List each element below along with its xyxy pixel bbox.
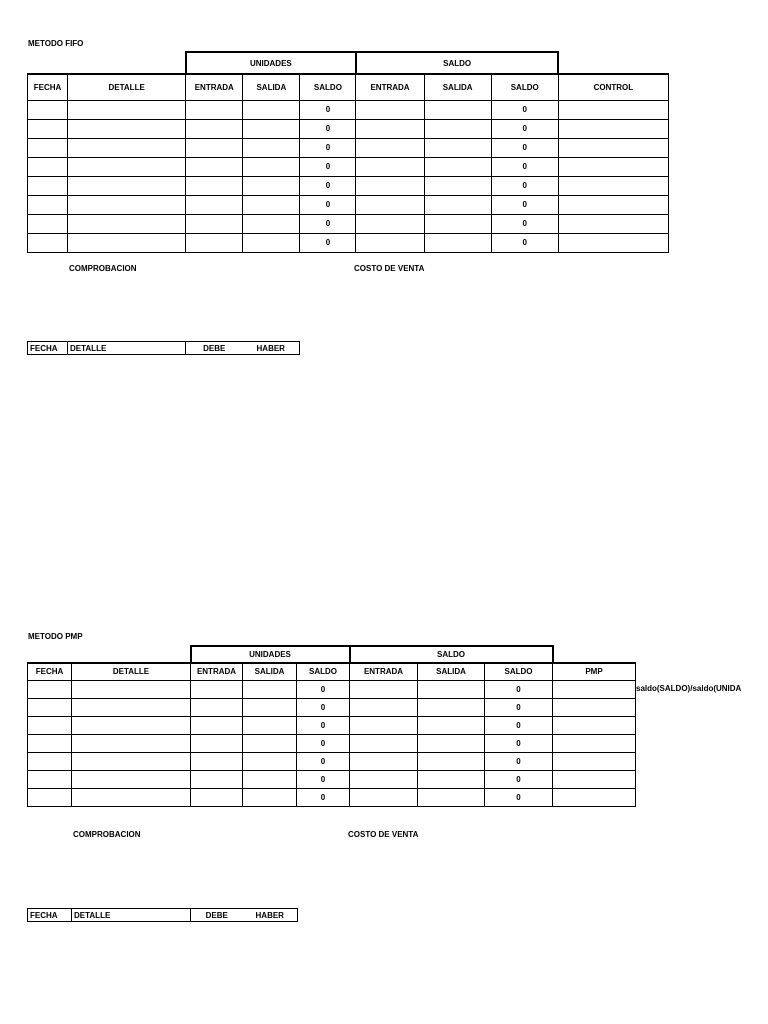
fifo-header-fecha: FECHA (28, 74, 68, 100)
fifo-table-row (28, 138, 669, 157)
fifo-table-cell[interactable] (243, 138, 300, 157)
pmp-table-cell[interactable] (28, 734, 72, 752)
fifo-saldo-saldo-cell[interactable]: 0 (491, 138, 558, 157)
pmp-journal-fecha: FECHA (28, 909, 72, 922)
pmp-table-cell[interactable] (418, 734, 485, 752)
fifo-table-cell[interactable] (28, 233, 68, 252)
fifo-journal-fecha: FECHA (28, 342, 68, 355)
pmp-table-cell[interactable] (28, 770, 72, 788)
pmp-header-row (28, 663, 636, 680)
pmp-header-entrada-saldo: ENTRADA (350, 663, 418, 680)
fifo-table-cell[interactable] (356, 214, 424, 233)
pmp-table-cell[interactable] (28, 716, 72, 734)
fifo-table-row (28, 176, 669, 195)
fifo-table-cell[interactable] (424, 138, 491, 157)
fifo-table-cell[interactable] (186, 119, 243, 138)
pmp-saldo-saldo-cell[interactable]: 0 (485, 734, 553, 752)
fifo-table-cell[interactable] (558, 195, 668, 214)
fifo-unidades-saldo-cell[interactable]: 0 (300, 233, 356, 252)
pmp-group-unidades: UNIDADES (191, 646, 350, 663)
fifo-saldo-saldo-cell[interactable]: 0 (491, 214, 558, 233)
pmp-saldo-saldo-cell[interactable]: 0 (485, 770, 553, 788)
fifo-comprobacion-label: COMPROBACION (69, 264, 137, 273)
pmp-table-row (28, 752, 636, 770)
pmp-table-cell[interactable] (243, 716, 297, 734)
fifo-journal-debe: DEBE (186, 342, 243, 355)
pmp-costo-venta-label: COSTO DE VENTA (348, 830, 419, 839)
pmp-header-salida-saldo: SALIDA (418, 663, 485, 680)
fifo-table-cell[interactable] (68, 157, 186, 176)
pmp-table-row (28, 770, 636, 788)
pmp-table-cell[interactable] (191, 698, 243, 716)
pmp-table-cell[interactable] (418, 752, 485, 770)
pmp-formula-note: saldo(SALDO)/saldo(UNIDA (636, 684, 742, 693)
pmp-unidades-saldo-cell[interactable]: 0 (297, 680, 350, 698)
fifo-table-cell[interactable] (243, 119, 300, 138)
fifo-table-cell[interactable] (28, 214, 68, 233)
fifo-unidades-saldo-cell[interactable]: 0 (300, 138, 356, 157)
fifo-table-cell[interactable] (186, 214, 243, 233)
pmp-table-cell[interactable] (28, 752, 72, 770)
pmp-journal-table (27, 908, 298, 922)
fifo-saldo-saldo-cell[interactable]: 0 (491, 100, 558, 119)
pmp-table-cell[interactable] (28, 788, 72, 806)
fifo-journal-table (27, 341, 300, 355)
pmp-table-cell[interactable] (243, 698, 297, 716)
fifo-title: METODO FIFO (28, 39, 84, 48)
fifo-table-cell[interactable] (424, 233, 491, 252)
pmp-title: METODO PMP (28, 632, 83, 641)
pmp-kardex-table (27, 645, 636, 807)
fifo-header-salida-unidades: SALIDA (243, 74, 300, 100)
pmp-table-cell[interactable] (350, 788, 418, 806)
fifo-table-cell[interactable] (424, 100, 491, 119)
fifo-journal-detalle: DETALLE (68, 342, 186, 355)
pmp-table-cell[interactable] (72, 788, 191, 806)
fifo-table-cell[interactable] (356, 138, 424, 157)
pmp-journal-detalle: DETALLE (72, 909, 191, 922)
pmp-table-cell[interactable] (191, 752, 243, 770)
pmp-table-cell[interactable] (553, 788, 636, 806)
pmp-saldo-saldo-cell[interactable]: 0 (485, 698, 553, 716)
fifo-table-cell[interactable] (68, 119, 186, 138)
fifo-table-cell[interactable] (356, 119, 424, 138)
pmp-table-cell[interactable] (72, 752, 191, 770)
pmp-table-row (28, 680, 636, 698)
pmp-unidades-saldo-cell[interactable]: 0 (297, 698, 350, 716)
pmp-table-row (28, 716, 636, 734)
pmp-table-cell[interactable] (350, 680, 418, 698)
pmp-table-cell[interactable] (418, 788, 485, 806)
fifo-unidades-saldo-cell[interactable]: 0 (300, 214, 356, 233)
fifo-table-cell[interactable] (28, 176, 68, 195)
fifo-table-cell[interactable] (356, 176, 424, 195)
fifo-header-control: CONTROL (558, 74, 668, 100)
fifo-table-cell[interactable] (68, 176, 186, 195)
fifo-table-cell[interactable] (186, 100, 243, 119)
fifo-table-cell[interactable] (356, 157, 424, 176)
fifo-table-cell[interactable] (243, 214, 300, 233)
fifo-unidades-saldo-cell[interactable]: 0 (300, 100, 356, 119)
fifo-table-cell[interactable] (424, 119, 491, 138)
pmp-table-cell[interactable] (28, 698, 72, 716)
pmp-table-cell[interactable] (191, 716, 243, 734)
pmp-table-cell[interactable] (243, 770, 297, 788)
fifo-table-cell[interactable] (558, 100, 668, 119)
pmp-journal-haber: HABER (243, 909, 298, 922)
pmp-table-cell[interactable] (191, 680, 243, 698)
pmp-table-cell[interactable] (553, 752, 636, 770)
fifo-table-cell[interactable] (558, 157, 668, 176)
fifo-unidades-saldo-cell[interactable]: 0 (300, 176, 356, 195)
pmp-table-cell[interactable] (72, 698, 191, 716)
fifo-table-cell[interactable] (186, 233, 243, 252)
fifo-table-cell[interactable] (28, 119, 68, 138)
fifo-table-cell[interactable] (28, 100, 68, 119)
pmp-table-cell[interactable] (553, 698, 636, 716)
pmp-table-row (28, 788, 636, 806)
fifo-table-cell[interactable] (558, 138, 668, 157)
fifo-table-cell[interactable] (558, 214, 668, 233)
pmp-table-cell[interactable] (72, 680, 191, 698)
fifo-table-cell[interactable] (186, 157, 243, 176)
fifo-header-saldo-unidades: SALDO (300, 74, 356, 100)
pmp-table-cell[interactable] (553, 680, 636, 698)
pmp-unidades-saldo-cell[interactable]: 0 (297, 716, 350, 734)
fifo-saldo-saldo-cell[interactable]: 0 (491, 176, 558, 195)
fifo-header-salida-saldo: SALIDA (424, 74, 491, 100)
fifo-table-cell[interactable] (68, 214, 186, 233)
fifo-table-cell[interactable] (243, 157, 300, 176)
fifo-unidades-saldo-cell[interactable]: 0 (300, 119, 356, 138)
pmp-table-cell[interactable] (243, 752, 297, 770)
pmp-table-cell[interactable] (243, 680, 297, 698)
fifo-table-cell[interactable] (424, 157, 491, 176)
pmp-saldo-saldo-cell[interactable]: 0 (485, 752, 553, 770)
pmp-table-row (28, 698, 636, 716)
fifo-costo-venta-label: COSTO DE VENTA (354, 264, 425, 273)
pmp-saldo-saldo-cell[interactable]: 0 (485, 716, 553, 734)
pmp-header-salida-unidades: SALIDA (243, 663, 297, 680)
pmp-header-detalle: DETALLE (72, 663, 191, 680)
fifo-group-saldo: SALDO (356, 52, 558, 74)
pmp-table-cell[interactable] (72, 716, 191, 734)
pmp-table-cell[interactable] (418, 680, 485, 698)
pmp-journal-debe: DEBE (191, 909, 243, 922)
pmp-comprobacion-label: COMPROBACION (73, 830, 141, 839)
fifo-table-cell[interactable] (243, 195, 300, 214)
pmp-table-cell[interactable] (191, 770, 243, 788)
pmp-table-cell[interactable] (418, 770, 485, 788)
pmp-table-cell[interactable] (418, 698, 485, 716)
pmp-saldo-saldo-cell[interactable]: 0 (485, 788, 553, 806)
fifo-table-cell[interactable] (28, 195, 68, 214)
pmp-table-cell[interactable] (350, 770, 418, 788)
fifo-kardex-table (27, 51, 669, 253)
fifo-header-detalle: DETALLE (68, 74, 186, 100)
fifo-header-entrada-saldo: ENTRADA (356, 74, 424, 100)
pmp-table-cell[interactable] (553, 770, 636, 788)
fifo-table-cell[interactable] (68, 138, 186, 157)
fifo-table-cell[interactable] (558, 233, 668, 252)
fifo-table-row (28, 119, 669, 138)
fifo-table-row (28, 214, 669, 233)
fifo-header-row (28, 74, 669, 100)
fifo-table-cell[interactable] (243, 100, 300, 119)
fifo-table-cell[interactable] (356, 195, 424, 214)
fifo-table-cell[interactable] (186, 195, 243, 214)
fifo-table-cell[interactable] (356, 100, 424, 119)
fifo-table-cell[interactable] (424, 195, 491, 214)
pmp-table-cell[interactable] (553, 734, 636, 752)
fifo-table-cell[interactable] (558, 119, 668, 138)
pmp-table-cell[interactable] (243, 734, 297, 752)
fifo-saldo-saldo-cell[interactable]: 0 (491, 157, 558, 176)
pmp-table-cell[interactable] (191, 788, 243, 806)
pmp-table-row (28, 734, 636, 752)
fifo-journal-haber: HABER (243, 342, 300, 355)
fifo-table-cell[interactable] (356, 233, 424, 252)
pmp-table-cell[interactable] (350, 734, 418, 752)
pmp-table-cell[interactable] (72, 734, 191, 752)
pmp-unidades-saldo-cell[interactable]: 0 (297, 752, 350, 770)
fifo-table-cell[interactable] (68, 195, 186, 214)
fifo-header-entrada-unidades: ENTRADA (186, 74, 243, 100)
pmp-unidades-saldo-cell[interactable]: 0 (297, 770, 350, 788)
fifo-table-row (28, 195, 669, 214)
pmp-table-cell[interactable] (191, 734, 243, 752)
fifo-table-cell[interactable] (243, 233, 300, 252)
fifo-table-cell[interactable] (424, 214, 491, 233)
fifo-table-cell[interactable] (558, 176, 668, 195)
pmp-table-cell[interactable] (350, 752, 418, 770)
pmp-header-saldo-unidades: SALDO (297, 663, 350, 680)
pmp-group-saldo: SALDO (350, 646, 553, 663)
fifo-table-cell[interactable] (68, 100, 186, 119)
pmp-table-cell[interactable] (243, 788, 297, 806)
fifo-unidades-saldo-cell[interactable]: 0 (300, 157, 356, 176)
fifo-table-row (28, 233, 669, 252)
fifo-table-cell[interactable] (424, 176, 491, 195)
fifo-unidades-saldo-cell[interactable]: 0 (300, 195, 356, 214)
fifo-table-row (28, 157, 669, 176)
pmp-header-fecha: FECHA (28, 663, 72, 680)
fifo-table-row (28, 100, 669, 119)
fifo-table-cell[interactable] (68, 233, 186, 252)
pmp-table-cell[interactable] (418, 716, 485, 734)
fifo-saldo-saldo-cell[interactable]: 0 (491, 195, 558, 214)
fifo-saldo-saldo-cell[interactable]: 0 (491, 233, 558, 252)
fifo-table-cell[interactable] (186, 176, 243, 195)
pmp-unidades-saldo-cell[interactable]: 0 (297, 734, 350, 752)
pmp-table-cell[interactable] (72, 770, 191, 788)
fifo-saldo-saldo-cell[interactable]: 0 (491, 119, 558, 138)
pmp-header-entrada-unidades: ENTRADA (191, 663, 243, 680)
pmp-saldo-saldo-cell[interactable]: 0 (485, 680, 553, 698)
pmp-header-saldo-saldo: SALDO (485, 663, 553, 680)
fifo-header-saldo-saldo: SALDO (491, 74, 558, 100)
pmp-table-cell[interactable] (553, 716, 636, 734)
fifo-table-cell[interactable] (28, 138, 68, 157)
pmp-table-cell[interactable] (350, 716, 418, 734)
fifo-table-cell[interactable] (28, 157, 68, 176)
fifo-table-cell[interactable] (243, 176, 300, 195)
fifo-group-unidades: UNIDADES (186, 52, 356, 74)
pmp-table-cell[interactable] (28, 680, 72, 698)
pmp-table-cell[interactable] (350, 698, 418, 716)
pmp-unidades-saldo-cell[interactable]: 0 (297, 788, 350, 806)
fifo-table-cell[interactable] (186, 138, 243, 157)
pmp-header-pmp: PMP (553, 663, 636, 680)
